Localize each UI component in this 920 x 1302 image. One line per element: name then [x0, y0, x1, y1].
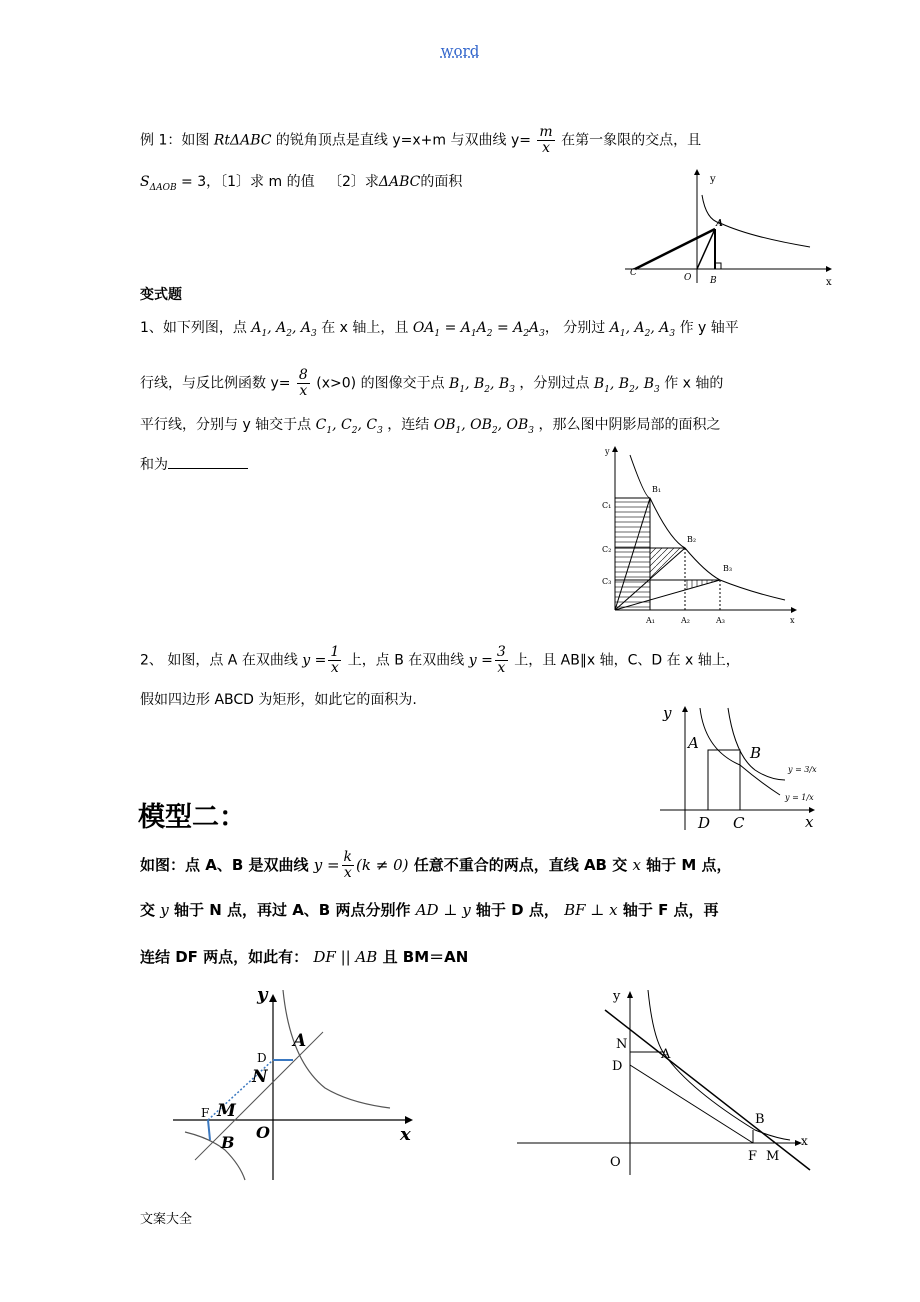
fig2-label-a1: A₁: [646, 616, 655, 625]
fig5-label-o: O: [610, 1155, 621, 1170]
variant-title: 变式题: [140, 287, 182, 303]
model2-condition: (k ≠ 0): [356, 856, 409, 874]
q1-text-d: 作 y 轴平: [679, 320, 739, 336]
q1-line3: [140, 415, 720, 441]
q1-text-e: 行线，与反比例函数 y=: [140, 375, 291, 392]
model2-text-f: 轴于 D 点，: [475, 901, 559, 919]
fig5-hyperbola: [648, 990, 790, 1140]
q1-text-c: 分别过: [563, 320, 606, 336]
model2-line3: [140, 947, 468, 967]
ex1-fraction: [537, 125, 554, 156]
q1-text-i: 平行线，分别与 y 轴交于点: [140, 417, 312, 433]
fig5-label-d: D: [612, 1059, 623, 1074]
model2-y: y: [160, 901, 169, 919]
fig5-label-m: M: [766, 1149, 780, 1164]
header-word-link[interactable]: word: [440, 42, 480, 60]
fig4-x-arrow: [405, 1116, 413, 1124]
fig4-label-x: x: [400, 1124, 411, 1145]
q2-text-b: 上，点 B 在双曲线: [347, 652, 465, 669]
q2-eq1-lhs: y =: [302, 652, 327, 669]
fig1-x-arrow: [826, 266, 832, 272]
figure-model2-right: [515, 980, 820, 1180]
fig3-label-a: A: [688, 734, 699, 752]
model2-eq-lhs: y =: [313, 856, 340, 874]
fig5-label-y: y: [613, 989, 621, 1004]
model2-text-e: 轴于 N 点，再过 A、B 两点分别作: [173, 901, 411, 919]
fig5-label-a: A: [661, 1047, 671, 1062]
model2-x: x: [632, 856, 641, 874]
fig2-label-y: y: [605, 447, 610, 456]
q1-equal-segments: $OA_1 = A_1A_2 = A_2A_3$: [412, 320, 545, 339]
fig1-label-a: A: [716, 219, 723, 229]
q1-a-points: $A_1$, $A_2$, $A_3$: [251, 320, 317, 339]
fig5-y-arrow: [627, 991, 633, 998]
fig4-hyperbola-branch2: [185, 1132, 245, 1180]
q2-eq1-num: 1: [330, 644, 340, 660]
example1-line1: [140, 125, 701, 156]
fig2-label-c1: C₁: [602, 501, 612, 510]
q1-text-l: 和为: [140, 457, 168, 473]
q2-eq2-fraction: [495, 645, 508, 676]
fig5-label-n: N: [616, 1037, 628, 1052]
fig3-rectangle: [708, 750, 740, 810]
model2-bf-perp: BF ⊥ x: [564, 901, 618, 919]
q2-eq1-fraction: [328, 645, 341, 676]
q1-frac-num: 8: [298, 367, 308, 383]
model2-line1: [140, 850, 732, 881]
fig1-line-oa: [697, 229, 715, 269]
ex1-frac-num: m: [539, 124, 553, 140]
fig1-label-c: C: [630, 268, 637, 278]
q1-c-points: $C_1$, $C_2$, $C_3$: [315, 417, 383, 436]
ex1-rt-triangle: RtΔABC: [213, 132, 272, 149]
ex1-text-a: 例 1：如图: [140, 132, 210, 149]
fig2-label-c2: C₂: [602, 545, 612, 554]
q2-eq1-den: x: [330, 660, 339, 676]
q2-text-a: 2、 如图，点 A 在双曲线: [140, 652, 298, 669]
fig3-label-eq2: y = 1/x: [785, 793, 814, 802]
fig3-label-b: B: [750, 744, 762, 762]
q2-line2: 假如四边形 ABCD 为矩形，如此它的面积为.: [140, 692, 417, 708]
fig1-label-b: B: [710, 276, 717, 286]
figure-q2: [655, 700, 825, 835]
fig4-label-o: O: [256, 1123, 270, 1142]
fig1-y-arrow: [694, 169, 700, 175]
q1-text-h: 作 x 轴的: [664, 375, 724, 392]
fig2-label-x: x: [790, 616, 795, 625]
fig3-label-d: D: [698, 814, 711, 832]
fig3-label-eq1: y = 3/x: [788, 765, 817, 774]
fig5-label-x: x: [801, 1134, 808, 1148]
q1-line4: [140, 455, 248, 475]
q1-answer-blank[interactable]: [168, 456, 248, 469]
model2-text-b: 任意不重合的两点，直线 AB 交: [413, 856, 628, 874]
model2-ad-perp: AD ⊥ y: [415, 901, 471, 919]
fig4-label-a: A: [293, 1031, 307, 1051]
fig2-label-c3: C₃: [602, 577, 612, 586]
q1-line2: [140, 368, 723, 399]
model2-text-i: 且 BM＝AN: [382, 948, 469, 966]
fig1-label-o: O: [684, 273, 692, 283]
q1-text-a: 1、如下列图，点: [140, 320, 247, 336]
model2-text-g: 轴于 F 点，再: [622, 901, 719, 919]
ex1-question2-end: 的面积: [420, 174, 463, 190]
q1-text-b: 在 x 轴上，且: [321, 320, 409, 336]
q1-b-points-2: $B_1$, $B_2$, $B_3$: [593, 375, 660, 395]
model2-text-a: 如图：点 A、B 是双曲线: [140, 856, 309, 874]
model2-text-d: 交: [140, 901, 156, 919]
fig4-label-n: N: [252, 1067, 268, 1087]
fig4-segment-bf: [208, 1120, 210, 1140]
fig2-label-a3: A₃: [716, 616, 725, 625]
model2-fraction: [342, 850, 354, 881]
fig2-x-arrow: [791, 607, 797, 613]
fig4-label-f: F: [201, 1106, 210, 1120]
q1-fraction: [297, 368, 310, 399]
fig2-hyperbola: [630, 455, 785, 600]
figure-example1: [620, 165, 840, 290]
q1-text-j: ，连结: [387, 417, 430, 433]
q1-text-f: (x>0) 的图像交于点: [316, 375, 445, 392]
q1-frac-den: x: [299, 383, 308, 399]
fig3-label-y: y: [663, 704, 672, 722]
fig2-y-arrow: [612, 446, 618, 452]
fig3-label-x: x: [805, 813, 814, 831]
fig2-label-b1: B₁: [652, 485, 662, 494]
ex1-frac-den: x: [542, 140, 551, 156]
ex1-triangle: ΔABC: [378, 174, 421, 190]
example1-line2: [140, 172, 462, 198]
fig2-label-b2: B₂: [687, 535, 697, 544]
q1-line1: 1、如下列图，点 $A_1$, $A_2$, $A_3$ 在 x 轴上，且 $OA_1 = A_1A_2 = A_2A_3$， 分别过 $A_1$, $A_2$, $A_3$ 作 y 轴平: [140, 320, 739, 339]
ex1-text-c: 在第一象限的交点，且: [561, 132, 702, 149]
fig1-label-y: y: [710, 174, 716, 185]
ex1-text-b: 的锐角顶点是直线 y=x+m 与双曲线 y=: [275, 132, 531, 149]
q1-b-points: $B_1$, $B_2$, $B_3$: [449, 375, 515, 395]
q1-a-points-2: $A_1$, $A_2$, $A_3$: [609, 320, 676, 339]
q2-eq2-lhs: y =: [468, 652, 493, 669]
figure-model2-left: [165, 980, 425, 1185]
fig2-label-a2: A₂: [681, 616, 690, 625]
model2-text-c: 轴于 M 点，: [646, 856, 732, 874]
ex1-question1: ，〔1〕求 m 的值: [206, 174, 315, 190]
ex1-question2: 〔2〕求: [327, 174, 379, 190]
model2-line2: [140, 900, 719, 920]
figure-q1: [590, 440, 805, 630]
fig1-line-ca: [635, 229, 715, 269]
model2-relation: DF || AB: [313, 948, 378, 966]
fig4-label-d: D: [257, 1051, 267, 1065]
ex1-area-eq: = 3: [181, 174, 207, 190]
model2-frac-den: x: [343, 865, 352, 881]
fig4-label-y: y: [257, 984, 268, 1005]
ex1-area-sub: ΔAOB: [149, 182, 177, 193]
q2-eq2-num: 3: [496, 644, 506, 660]
fig4-label-m: M: [217, 1101, 236, 1121]
q2-text-c: 上，且 AB∥x 轴，C、D 在 x 轴上，: [514, 652, 740, 669]
q2-line1: [140, 645, 740, 676]
q2-eq2-den: x: [497, 660, 506, 676]
model2-title: 模型二：: [138, 802, 246, 833]
model2-frac-num: k: [343, 849, 353, 865]
footer-label: 文案大全: [140, 1212, 193, 1227]
fig4-label-b: B: [221, 1133, 235, 1152]
fig3-y-arrow: [682, 706, 688, 712]
ex1-area-symbol: S: [140, 174, 150, 190]
fig3-label-c: C: [733, 814, 745, 832]
fig1-label-x: x: [826, 277, 832, 288]
fig5-line-ab: [605, 1010, 810, 1170]
fig5-label-b: B: [755, 1112, 765, 1127]
fig4-y-arrow: [269, 994, 277, 1002]
q1-text-k: ，那么图中阴影局部的面积之: [538, 417, 721, 433]
q1-ob-segments: $OB_1$, $OB_2$, $OB_3$: [433, 417, 535, 436]
model2-text-h: 连结 DF 两点，如此有：: [140, 948, 309, 966]
fig2-label-b3: B₃: [723, 564, 733, 573]
q1-text-g: ，分别过点: [519, 375, 590, 392]
fig5-label-f: F: [748, 1149, 758, 1164]
